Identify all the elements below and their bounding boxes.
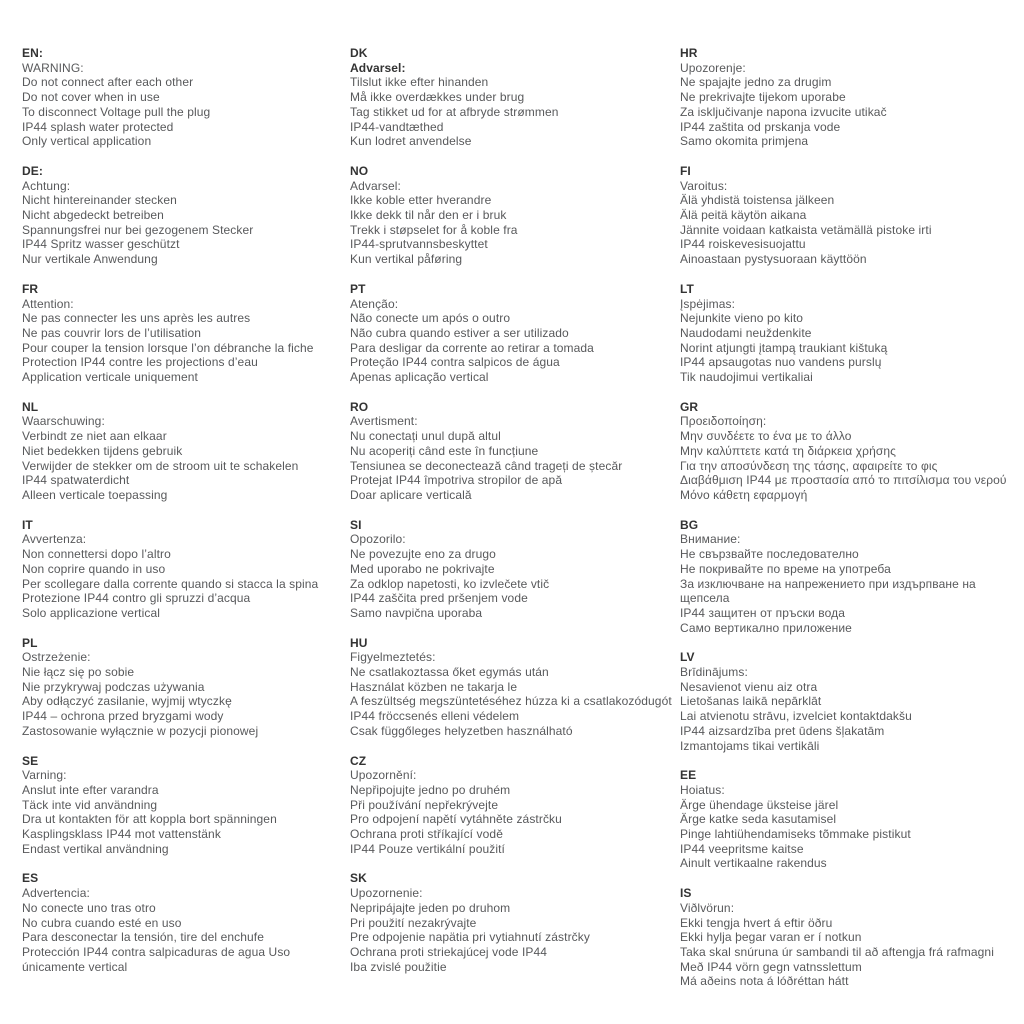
warning-line: Kun lodret anvendelse bbox=[350, 134, 472, 149]
warning-line: Használat közben ne takarja le bbox=[350, 679, 518, 694]
warning-line: Brīdinājums: bbox=[680, 665, 748, 680]
warning-line: Για την αποσύνδεση της τάσης, αφαιρείτε το φις bbox=[680, 458, 938, 473]
language-code: SE bbox=[22, 753, 39, 768]
warning-line: Μην καλύπτετε κατά τη διάρκεια χρήσης bbox=[680, 443, 897, 458]
language-code: HR bbox=[680, 46, 698, 60]
section-hr bbox=[680, 46, 1020, 149]
warning-line: Ne pas couvrir lors de l’utilisation bbox=[22, 325, 202, 340]
warning-line: To disconnect Voltage pull the plug bbox=[22, 104, 211, 119]
warning-line: IP44 apsaugotas nuo vandens purslų bbox=[680, 355, 882, 370]
warning-line: Doar aplicare verticală bbox=[350, 487, 472, 502]
warning-line: Nu acoperiți când este în funcțiune bbox=[350, 443, 539, 458]
warning-line: Διαβάθμιση IP44 με προστασία από το πιτσίλισμα του νερού bbox=[680, 473, 1007, 488]
language-code: CZ bbox=[350, 753, 367, 768]
warning-line: Attention: bbox=[22, 296, 74, 311]
warning-line: Csak függőleges helyzetben használható bbox=[350, 723, 573, 738]
warning-line: Norint atjungti įtampą traukiant kištuką bbox=[680, 340, 888, 355]
warning-line: Advarsel: bbox=[350, 60, 406, 75]
section-hu bbox=[350, 636, 680, 739]
warning-line: Með IP44 vörn gegn vatnsslettum bbox=[680, 959, 862, 974]
section-ee bbox=[680, 768, 1020, 871]
warning-line: Nicht hintereinander stecken bbox=[22, 193, 177, 208]
warning-line: Não conecte um após o outro bbox=[350, 311, 511, 326]
warning-line: Kasplingsklass IP44 mot vattenstänk bbox=[22, 827, 221, 842]
warning-line: Pinge lahtiühendamiseks tõmmake pistikut bbox=[680, 827, 911, 842]
warning-line: Não cubra quando estiver a ser utilizado bbox=[350, 325, 569, 340]
language-code: HU bbox=[350, 635, 368, 650]
language-code: LT bbox=[680, 281, 694, 296]
warning-line: Samo okomita primjena bbox=[680, 134, 809, 149]
warning-line: Spannungsfrei nur bei gezogenem Stecker bbox=[22, 222, 254, 237]
warning-line: Ikke dekk til når den er i bruk bbox=[350, 208, 507, 223]
warning-line: Do not connect after each other bbox=[22, 75, 194, 90]
section-pt bbox=[350, 282, 680, 385]
warning-line: Ikke koble etter hverandre bbox=[350, 193, 492, 208]
warning-line: Avvertenza: bbox=[22, 532, 87, 547]
section-no bbox=[350, 164, 680, 267]
section-lv bbox=[680, 650, 1020, 753]
section-se bbox=[22, 754, 350, 857]
warning-line: Med uporabo ne pokrivajte bbox=[350, 561, 495, 576]
warning-line: Per scollegare dalla corrente quando si stacca la spina bbox=[22, 576, 319, 591]
warning-line: Nejunkite vieno po kito bbox=[680, 311, 804, 326]
section-dk bbox=[350, 46, 680, 149]
warning-line: IP44 zaštita od prskanja vode bbox=[680, 119, 841, 134]
warning-line: Tik naudojimui vertikaliai bbox=[680, 370, 813, 385]
language-code: RO bbox=[350, 399, 369, 414]
warning-line: Protejat IP44 împotriva stropilor de apă bbox=[350, 473, 563, 488]
language-code: IT bbox=[22, 517, 33, 532]
warning-line: IP44 splash water protected bbox=[22, 119, 174, 134]
warning-line: За изключване на напрежението при издърпване на щепсела bbox=[680, 576, 976, 606]
warning-line: Lietošanas laikā nepārklāt bbox=[680, 694, 822, 709]
warning-line: No conecte uno tras otro bbox=[22, 900, 156, 915]
language-code: EE bbox=[680, 768, 697, 783]
warning-line: Protection IP44 contre les projections d’eau bbox=[22, 355, 258, 370]
warning-line: Ne csatlakoztassa őket egymás után bbox=[350, 665, 549, 680]
warning-line: Nu conectați unul după altul bbox=[350, 429, 501, 444]
warning-line: Tilslut ikke efter hinanden bbox=[350, 75, 489, 90]
warning-line: Verbindt ze niet aan elkaar bbox=[22, 429, 167, 444]
warning-line: Ne povezujte eno za drugo bbox=[350, 547, 496, 562]
warning-line: Taka skal snúruna úr sambandi til að aftengja frá rafmagni bbox=[680, 944, 994, 959]
language-code: EN: bbox=[22, 46, 43, 60]
warning-line: Iba zvislé použitie bbox=[350, 959, 447, 974]
language-code: IS bbox=[680, 886, 692, 901]
warning-line: Nepripájajte jeden po druhom bbox=[350, 900, 511, 915]
warning-line: Внимание: bbox=[680, 532, 741, 547]
warning-line: Tag stikket ud for at afbryde strømmen bbox=[350, 104, 559, 119]
warning-line: Ekki hylja þegar varan er í notkun bbox=[680, 930, 862, 945]
column-left bbox=[22, 46, 350, 1004]
warning-line: Upozornění: bbox=[350, 768, 417, 783]
section-es bbox=[22, 871, 350, 974]
language-code: BG bbox=[680, 517, 699, 532]
warning-line: Ekki tengja hvert á eftir öðru bbox=[680, 915, 833, 930]
language-code: DK bbox=[350, 46, 368, 60]
warning-line: Para desligar da corrente ao retirar a tomada bbox=[350, 340, 594, 355]
warning-line: IP44 защитен от пръски вода bbox=[680, 605, 845, 620]
language-code: ES bbox=[22, 871, 39, 886]
warning-line: IP44 roiskevesisuojattu bbox=[680, 237, 806, 252]
warning-line: Za odklop napetosti, ko izvlečete vtič bbox=[350, 576, 550, 591]
warning-line: Dra ut kontakten för att koppla bort spänningen bbox=[22, 812, 277, 827]
section-si bbox=[350, 518, 680, 621]
warning-line: Pour couper la tension lorsque l’on débranche la fiche bbox=[22, 340, 314, 355]
warning-line: Aby odłączyć zasilanie, wyjmij wtyczkę bbox=[22, 694, 232, 709]
warning-line: Advertencia: bbox=[22, 886, 90, 901]
warning-line: Ainult vertikaalne rakendus bbox=[680, 856, 827, 871]
section-it bbox=[22, 518, 350, 621]
warning-line: Izmantojams tikai vertikāli bbox=[680, 738, 820, 753]
warning-line: A feszültség megszüntetéséhez húzza ki a csatlakozódugót bbox=[350, 694, 672, 709]
warning-line: Kun vertikal påføring bbox=[350, 252, 463, 267]
warning-line: Opozorilo: bbox=[350, 532, 406, 547]
warning-line: Pro odpojení napětí vytáhněte zástrčku bbox=[350, 812, 562, 827]
section-is bbox=[680, 886, 1020, 989]
warning-line: Figyelmeztetés: bbox=[350, 650, 436, 665]
warning-line: Waarschuwing: bbox=[22, 414, 105, 429]
warning-line: Trekk i støpselet for å koble fra bbox=[350, 222, 518, 237]
warning-line: Upozorenje: bbox=[680, 60, 746, 75]
warning-line: Ne prekrivajte tijekom uporabe bbox=[680, 90, 846, 105]
warning-line: Μόνο κάθετη εφαρμογή bbox=[680, 487, 808, 502]
section-fi bbox=[680, 164, 1020, 267]
warning-line: Nepřipojujte jedno po druhém bbox=[350, 782, 511, 797]
column-middle bbox=[350, 46, 680, 1004]
language-code: NL bbox=[22, 399, 39, 414]
warning-line: Ärge katke seda kasutamisel bbox=[680, 812, 837, 827]
warning-line: Nur vertikale Anwendung bbox=[22, 252, 158, 267]
warning-line: Advarsel: bbox=[350, 178, 401, 193]
warning-line: Do not cover when in use bbox=[22, 90, 160, 105]
warning-line: Ainoastaan pystysuoraan käyttöön bbox=[680, 252, 867, 267]
language-code: LV bbox=[680, 650, 695, 665]
warning-line: Naudodami neuždenkite bbox=[680, 325, 812, 340]
warning-line: Alleen verticale toepassing bbox=[22, 487, 168, 502]
warning-line: Atenção: bbox=[350, 296, 399, 311]
warning-line: Ochrana proti striekajúcej vode IP44 bbox=[350, 944, 548, 959]
language-code: SI bbox=[350, 517, 362, 532]
warning-line: No cubra cuando esté en uso bbox=[22, 915, 182, 930]
warning-line: Įspėjimas: bbox=[680, 296, 736, 311]
warning-line: Nesavienot vienu aiz otra bbox=[680, 679, 818, 694]
warning-line: Ostrzeżenie: bbox=[22, 650, 91, 665]
language-code: PT bbox=[350, 281, 366, 296]
warning-line: Niet bedekken tijdens gebruik bbox=[22, 443, 183, 458]
language-code: SK bbox=[350, 871, 367, 886]
warning-line: Μην συνδέετε το ένα με το άλλο bbox=[680, 429, 852, 444]
warning-line: IP44 zaščita pred pršenjem vode bbox=[350, 591, 528, 606]
warning-line: Avertisment: bbox=[350, 414, 418, 429]
section-en bbox=[22, 46, 350, 149]
section-gr bbox=[680, 400, 1020, 503]
warning-line: Älä yhdistä toistensa jälkeen bbox=[680, 193, 835, 208]
column-right bbox=[680, 46, 1020, 1004]
section-fr bbox=[22, 282, 350, 385]
language-code: NO bbox=[350, 163, 369, 178]
warning-line: IP44-vandtæthed bbox=[350, 119, 444, 134]
warning-line: Täck inte vid användning bbox=[22, 797, 158, 812]
warning-line: IP44 Pouze vertikální použití bbox=[350, 841, 505, 856]
warning-line: Nie przykrywaj podczas używania bbox=[22, 679, 205, 694]
warning-line: Achtung: bbox=[22, 178, 71, 193]
warning-line: IP44 – ochrona przed bryzgami wody bbox=[22, 709, 224, 724]
warning-line: Tensiunea se deconectează când trageți de ștecăr bbox=[350, 458, 623, 473]
section-lt bbox=[680, 282, 1020, 385]
warning-line: IP44 aizsardzība pret ūdens šļakatām bbox=[680, 723, 885, 738]
section-cz bbox=[350, 754, 680, 857]
warning-line: Må ikke overdækkes under brug bbox=[350, 90, 525, 105]
language-code: FI bbox=[680, 163, 691, 178]
section-de bbox=[22, 164, 350, 267]
warning-line: Only vertical application bbox=[22, 134, 152, 149]
warning-line: Hoiatus: bbox=[680, 782, 725, 797]
warning-line: Non coprire quando in uso bbox=[22, 561, 166, 576]
warning-line: Ne pas connecter les uns après les autres bbox=[22, 311, 251, 326]
warning-line: Protezione IP44 contro gli spruzzi d’acqua bbox=[22, 591, 251, 606]
warning-line: IP44 spatwaterdicht bbox=[22, 473, 130, 488]
warning-line: IP44 Spritz wasser geschützt bbox=[22, 237, 180, 252]
warning-line: Viðlvörun: bbox=[680, 900, 735, 915]
warning-line: Protección IP44 contra salpicaduras de agua Uso únicamente vertical bbox=[22, 944, 291, 974]
language-code: DE: bbox=[22, 163, 43, 178]
warning-line: Application verticale uniquement bbox=[22, 370, 198, 385]
section-sk bbox=[350, 871, 680, 974]
warning-line: Pri použití nezakrývajte bbox=[350, 915, 477, 930]
warning-line: Προειδοποίηση: bbox=[680, 414, 767, 429]
warning-line: Má aðeins nota á lóðréttan hátt bbox=[680, 974, 849, 989]
warning-line: Para desconectar la tensión, tire del enchufe bbox=[22, 930, 264, 945]
warning-line: Ne spajajte jedno za drugim bbox=[680, 75, 832, 90]
warning-line: Proteção IP44 contra salpicos de água bbox=[350, 355, 560, 370]
warning-line: Ochrana proti stříkající vodě bbox=[350, 827, 503, 842]
section-pl bbox=[22, 636, 350, 739]
warning-line: Не покривайте по време на употреба bbox=[680, 561, 891, 576]
warning-line: IP44 veepritsme kaitse bbox=[680, 841, 804, 856]
warning-line: Pre odpojenie napätia pri vytiahnutí zástrčky bbox=[350, 930, 590, 945]
warning-line: Nicht abgedeckt betreiben bbox=[22, 208, 164, 223]
warning-line: Zastosowanie wyłącznie w pozycji pionowej bbox=[22, 723, 259, 738]
warning-line: Samo navpična uporaba bbox=[350, 605, 483, 620]
warning-line: Apenas aplicação vertical bbox=[350, 370, 489, 385]
warning-line: Za isključivanje napona izvucite utikač bbox=[680, 104, 887, 119]
warning-line: Не свързвайте последователно bbox=[680, 547, 859, 562]
warning-line: WARNING: bbox=[22, 60, 84, 75]
warning-line: Varning: bbox=[22, 768, 67, 783]
warning-line: Само вертикално приложение bbox=[680, 620, 852, 635]
warning-line: Nie łącz się po sobie bbox=[22, 665, 135, 680]
warning-line: Verwijder de stekker om de stroom uit te schakelen bbox=[22, 458, 299, 473]
language-code: GR bbox=[680, 399, 699, 414]
warning-line: Anslut inte efter varandra bbox=[22, 782, 159, 797]
language-code: PL bbox=[22, 635, 38, 650]
warning-line: Při používání nepřekrývejte bbox=[350, 797, 499, 812]
warning-line: Solo applicazione vertical bbox=[22, 605, 161, 620]
warning-line: Endast vertikal användning bbox=[22, 841, 169, 856]
warning-line: Varoitus: bbox=[680, 178, 728, 193]
warning-line: IP44 fröccsenés elleni védelem bbox=[350, 709, 520, 724]
warning-line: Non connettersi dopo l’altro bbox=[22, 547, 171, 562]
warning-line: Upozornenie: bbox=[350, 886, 423, 901]
language-code: FR bbox=[22, 281, 39, 296]
section-nl bbox=[22, 400, 350, 503]
warning-line: Lai atvienotu strāvu, izvelciet kontaktdakšu bbox=[680, 709, 912, 724]
section-bg bbox=[680, 518, 1020, 636]
warning-line: Ärge ühendage üksteise järel bbox=[680, 797, 839, 812]
section-ro bbox=[350, 400, 680, 503]
warning-line: IP44-sprutvannsbeskyttet bbox=[350, 237, 488, 252]
warning-line: Jännite voidaan katkaista vetämällä pistoke irti bbox=[680, 222, 932, 237]
warning-line: Älä peitä käytön aikana bbox=[680, 208, 807, 223]
